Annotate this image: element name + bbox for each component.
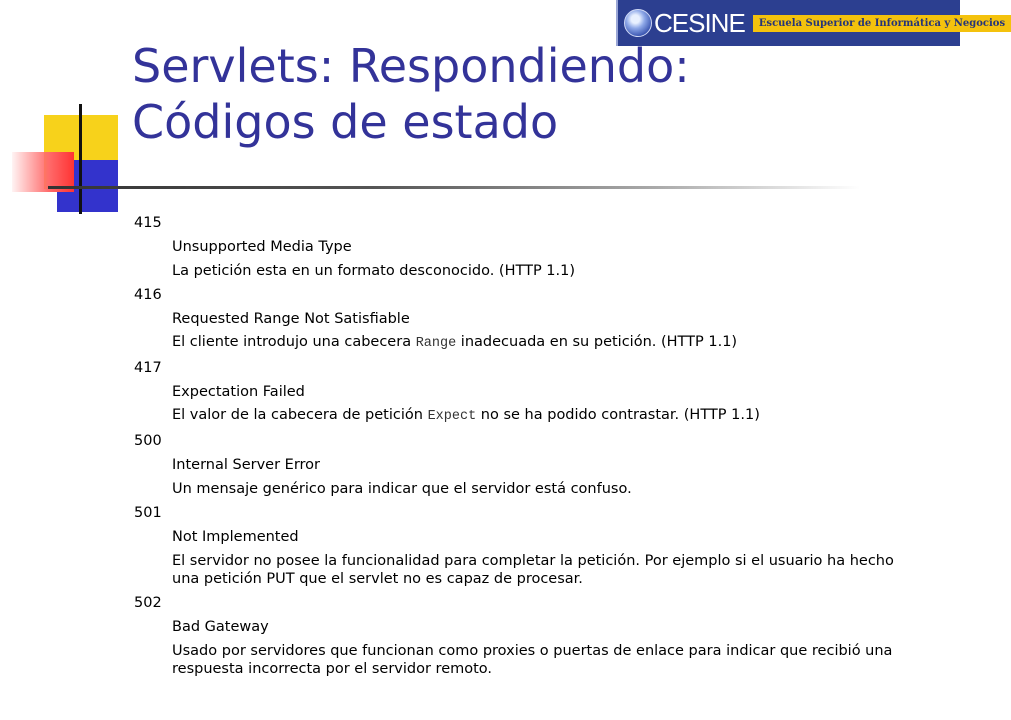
title-line-2: Códigos de estado: [132, 95, 559, 149]
status-description: Usado por servidores que funcionan como proxies o puertas de enlace para indicar que recibió una respuesta incorrecta por el servidor remoto.: [172, 643, 893, 677]
status-name: Internal Server Error: [172, 457, 320, 473]
status-item-501: [134, 504, 924, 588]
header-name-code: Range: [415, 336, 457, 351]
desc-text: El valor de la cabecera de petición: [172, 407, 428, 423]
decor-vertical-line: [79, 104, 82, 214]
status-description: Un mensaje genérico para indicar que el servidor está confuso.: [172, 481, 632, 497]
status-item-415: [134, 214, 924, 280]
status-description: [172, 333, 924, 353]
status-item-500: [134, 432, 924, 498]
status-name: Unsupported Media Type: [172, 239, 352, 255]
status-description: [172, 406, 924, 426]
status-item-417: [134, 359, 924, 426]
title-underline: [48, 186, 860, 189]
status-item-416: [134, 286, 924, 353]
status-description: La petición esta en un formato desconocido. (HTTP 1.1): [172, 263, 576, 279]
status-code: 501: [134, 505, 162, 521]
status-name: Requested Range Not Satisfiable: [172, 311, 410, 327]
desc-text: no se ha podido contrastar. (HTTP 1.1): [476, 407, 760, 423]
status-name: Expectation Failed: [172, 384, 305, 400]
status-code: 417: [134, 360, 162, 376]
logo-school-name: Escuela Superior de Informática y Negocios: [753, 15, 1011, 32]
slide-title: [132, 38, 690, 150]
title-line-1: Servlets: Respondiendo:: [132, 39, 690, 93]
desc-text: El cliente introdujo una cabecera: [172, 334, 416, 350]
status-code: 502: [134, 595, 162, 611]
desc-text: inadecuada en su petición. (HTTP 1.1): [456, 334, 738, 350]
globe-icon: [624, 9, 652, 37]
header-name-code: Expect: [427, 409, 477, 424]
status-item-502: [134, 594, 924, 678]
status-name: Not Implemented: [172, 529, 299, 545]
status-code: 500: [134, 433, 162, 449]
status-description: El servidor no posee la funcionalidad para completar la petición. Por ejemplo si el usuario ha hecho una petición PUT que el servlet no es capaz de procesar.: [172, 553, 894, 587]
status-code: 415: [134, 215, 162, 231]
status-code-list: [134, 214, 924, 684]
logo-brand: CESINE: [654, 7, 745, 38]
status-name: Bad Gateway: [172, 619, 269, 635]
status-code: 416: [134, 287, 162, 303]
